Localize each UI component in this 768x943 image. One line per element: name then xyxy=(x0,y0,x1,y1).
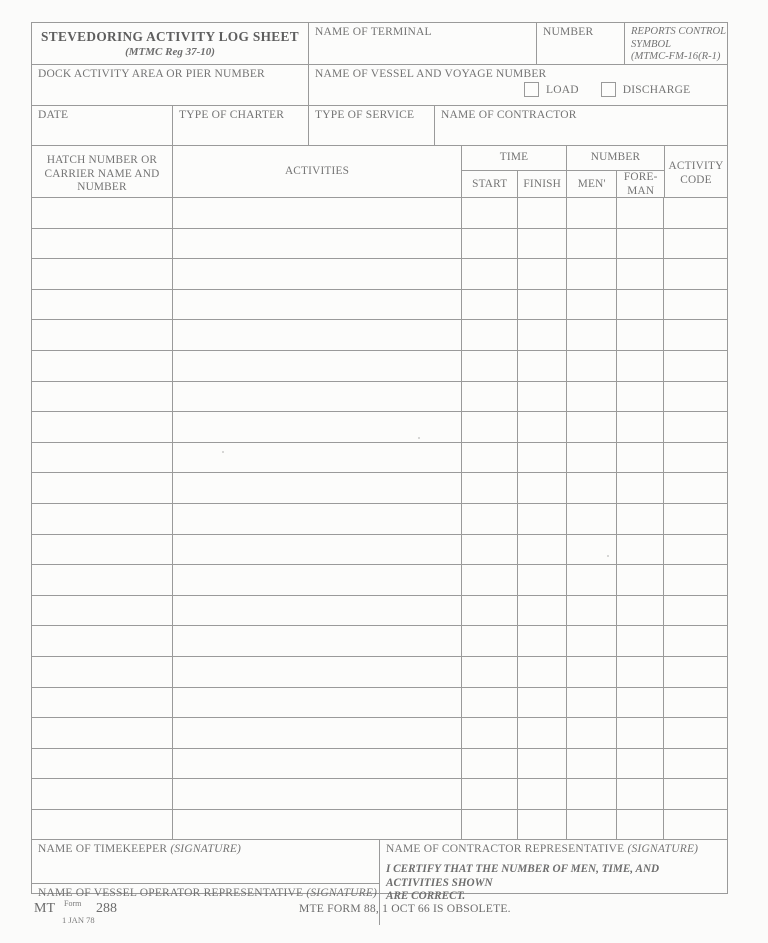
cell-start-time[interactable] xyxy=(462,779,518,809)
cell-hatch-number[interactable] xyxy=(32,718,173,748)
table-column-headers xyxy=(32,146,727,198)
cell-finish-time[interactable] xyxy=(518,779,567,809)
cell-activities[interactable] xyxy=(173,535,462,565)
cell-men-count[interactable] xyxy=(567,290,617,320)
cell-activity-code[interactable] xyxy=(664,596,726,626)
cell-finish-time[interactable] xyxy=(518,443,567,473)
cell-foreman-count[interactable] xyxy=(617,779,664,809)
cell-foreman-count[interactable] xyxy=(617,259,664,289)
cell-activities[interactable] xyxy=(173,382,462,412)
cell-men-count[interactable] xyxy=(567,412,617,442)
field-type-of-charter[interactable] xyxy=(173,106,309,145)
cell-men-count[interactable] xyxy=(567,198,617,228)
cell-start-time[interactable] xyxy=(462,565,518,595)
cell-men-count[interactable] xyxy=(567,688,617,718)
rcs-line-3: (MTMC-FM-16(R-1) xyxy=(631,51,721,63)
cell-hatch-number[interactable] xyxy=(32,565,173,595)
table-row xyxy=(32,259,727,290)
cell-hatch-number[interactable] xyxy=(32,320,173,350)
table-row xyxy=(32,535,727,566)
column-header-men xyxy=(567,171,617,198)
table-row xyxy=(32,198,727,229)
cell-start-time[interactable] xyxy=(462,412,518,442)
cell-activities[interactable] xyxy=(173,198,462,228)
cell-activities[interactable] xyxy=(173,351,462,381)
field-label-timekeeper xyxy=(38,843,241,855)
load-checkbox[interactable] xyxy=(524,82,539,97)
field-label-vessel-operator xyxy=(38,887,377,899)
load-checkbox-label: LOAD xyxy=(546,83,579,96)
cell-activity-code[interactable] xyxy=(664,290,726,320)
certification-line-1: I CERTIFY THAT THE NUMBER OF MEN, TIME, AND ACTIVITIES SHOWN xyxy=(386,863,660,889)
cell-finish-time[interactable] xyxy=(518,657,567,687)
field-timekeeper-signature[interactable] xyxy=(32,840,379,884)
cell-activities[interactable] xyxy=(173,565,462,595)
cell-hatch-number[interactable] xyxy=(32,626,173,656)
cell-finish-time[interactable] xyxy=(518,290,567,320)
timekeeper-label-signature: (SIGNATURE) xyxy=(170,843,242,856)
table-row xyxy=(32,596,727,627)
table-row xyxy=(32,810,727,841)
cell-finish-time[interactable] xyxy=(518,320,567,350)
form-word-label: Form xyxy=(64,899,82,908)
column-header-activity-code-text xyxy=(665,160,727,187)
cell-activity-code[interactable] xyxy=(664,259,726,289)
discharge-checkbox-label: DISCHARGE xyxy=(622,83,691,96)
vessel-operator-label-signature: (SIGNATURE) xyxy=(306,887,378,900)
cell-hatch-number[interactable] xyxy=(32,351,173,381)
cell-start-time[interactable] xyxy=(462,718,518,748)
cell-start-time[interactable] xyxy=(462,473,518,503)
activity-code-header-line-2: CODE xyxy=(680,173,712,186)
cell-activity-code[interactable] xyxy=(664,749,726,779)
table-row xyxy=(32,657,727,688)
cell-men-count[interactable] xyxy=(567,443,617,473)
cell-foreman-count[interactable] xyxy=(617,749,664,779)
form-identifier-line xyxy=(34,899,734,929)
cell-foreman-count[interactable] xyxy=(617,229,664,259)
certification-statement xyxy=(386,863,722,903)
foreman-header-line-2: MAN xyxy=(627,184,655,197)
column-header-hatch-text xyxy=(32,154,172,195)
rcs-line-1: REPORTS CONTROL xyxy=(631,26,727,37)
table-row xyxy=(32,229,727,260)
scan-speck xyxy=(222,451,224,453)
cell-men-count[interactable] xyxy=(567,351,617,381)
cell-activity-code[interactable] xyxy=(664,718,726,748)
cell-men-count[interactable] xyxy=(567,504,617,534)
cell-activity-code[interactable] xyxy=(664,565,726,595)
cell-finish-time[interactable] xyxy=(518,473,567,503)
cell-finish-time[interactable] xyxy=(518,718,567,748)
cell-start-time[interactable] xyxy=(462,626,518,656)
column-header-time-text: TIME xyxy=(499,151,529,163)
field-label-type-of-service: TYPE OF SERVICE xyxy=(315,109,415,121)
hatch-header-line-1: HATCH NUMBER OR xyxy=(46,154,158,166)
number-group-label-row xyxy=(567,146,664,171)
cell-activities[interactable] xyxy=(173,657,462,687)
cell-foreman-count[interactable] xyxy=(617,443,664,473)
column-header-number-group xyxy=(567,146,665,198)
cell-men-count[interactable] xyxy=(567,810,617,840)
cell-foreman-count[interactable] xyxy=(617,382,664,412)
cell-activities[interactable] xyxy=(173,320,462,350)
cell-activities[interactable] xyxy=(173,443,462,473)
cell-men-count[interactable] xyxy=(567,320,617,350)
field-dock-activity-area[interactable] xyxy=(32,65,309,105)
reports-control-symbol-text xyxy=(631,26,726,64)
cell-hatch-number[interactable] xyxy=(32,779,173,809)
cell-activity-code[interactable] xyxy=(664,626,726,656)
table-body xyxy=(32,198,727,840)
header-row-dock-vessel xyxy=(32,65,727,106)
cell-foreman-count[interactable] xyxy=(617,504,664,534)
stevedoring-activity-log-form xyxy=(31,22,728,903)
hatch-header-line-2: CARRIER NAME AND xyxy=(44,167,160,180)
cell-hatch-number[interactable] xyxy=(32,596,173,626)
column-header-start xyxy=(462,171,518,198)
column-header-activities xyxy=(173,146,462,198)
field-label-date: DATE xyxy=(38,109,69,121)
table-row xyxy=(32,473,727,504)
field-name-of-contractor[interactable] xyxy=(435,106,727,145)
cell-men-count[interactable] xyxy=(567,779,617,809)
column-header-men-text: MEN' xyxy=(577,178,606,190)
cell-hatch-number[interactable] xyxy=(32,657,173,687)
cell-activities[interactable] xyxy=(173,259,462,289)
obsolete-form-note: MTE FORM 88, 1 OCT 66 IS OBSOLETE. xyxy=(299,902,511,915)
cell-men-count[interactable] xyxy=(567,626,617,656)
table-row xyxy=(32,688,727,719)
time-group-label-row xyxy=(462,146,566,171)
cell-activities[interactable] xyxy=(173,473,462,503)
cell-foreman-count[interactable] xyxy=(617,657,664,687)
activity-code-header-line-1: ACTIVITY xyxy=(668,160,724,172)
table-row xyxy=(32,779,727,810)
table-row xyxy=(32,626,727,657)
time-subcolumns xyxy=(462,171,566,198)
cell-foreman-count[interactable] xyxy=(617,320,664,350)
cell-men-count[interactable] xyxy=(567,473,617,503)
cell-finish-time[interactable] xyxy=(518,626,567,656)
cell-men-count[interactable] xyxy=(567,596,617,626)
cell-foreman-count[interactable] xyxy=(617,688,664,718)
cell-finish-time[interactable] xyxy=(518,596,567,626)
field-name-of-terminal[interactable] xyxy=(309,23,537,64)
cell-activity-code[interactable] xyxy=(664,382,726,412)
header-row-date-charter-service xyxy=(32,106,727,146)
cell-hatch-number[interactable] xyxy=(32,473,173,503)
column-header-start-text: START xyxy=(472,178,508,190)
cell-foreman-count[interactable] xyxy=(617,290,664,320)
cell-activities[interactable] xyxy=(173,229,462,259)
cell-activity-code[interactable] xyxy=(664,351,726,381)
column-header-activities-text: ACTIVITIES xyxy=(284,165,350,177)
cell-start-time[interactable] xyxy=(462,351,518,381)
table-row xyxy=(32,443,727,474)
load-discharge-checkbox-group xyxy=(524,82,712,97)
table-row xyxy=(32,504,727,535)
cell-activity-code[interactable] xyxy=(664,688,726,718)
cell-hatch-number[interactable] xyxy=(32,198,173,228)
timekeeper-label-main: NAME OF TIMEKEEPER xyxy=(38,843,171,856)
field-label-number: NUMBER xyxy=(543,26,594,38)
cell-start-time[interactable] xyxy=(462,688,518,718)
cell-activities[interactable] xyxy=(173,749,462,779)
cell-finish-time[interactable] xyxy=(518,565,567,595)
foreman-header-line-1: FORE- xyxy=(623,171,658,183)
vessel-operator-label-main: NAME OF VESSEL OPERATOR REPRESENTATIVE xyxy=(38,887,307,900)
cell-hatch-number[interactable] xyxy=(32,535,173,565)
cell-finish-time[interactable] xyxy=(518,229,567,259)
cell-finish-time[interactable] xyxy=(518,351,567,381)
header-row-title xyxy=(32,23,727,65)
cell-finish-time[interactable] xyxy=(518,412,567,442)
field-label-contractor-representative xyxy=(386,843,698,855)
hatch-header-line-3: NUMBER xyxy=(77,181,127,193)
field-label-dock-activity-area: DOCK ACTIVITY AREA OR PIER NUMBER xyxy=(38,68,265,80)
cell-foreman-count[interactable] xyxy=(617,351,664,381)
table-row xyxy=(32,320,727,351)
cell-activities[interactable] xyxy=(173,596,462,626)
number-subcolumns xyxy=(567,171,664,198)
rcs-line-2: SYMBOL xyxy=(631,38,672,50)
cell-activity-code[interactable] xyxy=(664,810,726,840)
cell-foreman-count[interactable] xyxy=(617,535,664,565)
column-header-activity-code xyxy=(665,146,727,198)
cell-hatch-number[interactable] xyxy=(32,290,173,320)
form-revision-date: 1 JAN 78 xyxy=(62,915,95,925)
cell-start-time[interactable] xyxy=(462,443,518,473)
cell-start-time[interactable] xyxy=(462,290,518,320)
column-header-foreman xyxy=(617,171,664,198)
certification-line-2: ARE CORRECT. xyxy=(386,890,466,903)
field-number[interactable] xyxy=(537,23,625,64)
cell-finish-time[interactable] xyxy=(518,535,567,565)
cell-activity-code[interactable] xyxy=(664,320,726,350)
column-header-time-group xyxy=(462,146,567,198)
contractor-rep-label-main: NAME OF CONTRACTOR REPRESENTATIVE xyxy=(386,843,628,856)
table-row xyxy=(32,412,727,443)
page-title: STEVEDORING ACTIVITY LOG SHEET xyxy=(41,29,299,44)
cell-men-count[interactable] xyxy=(567,657,617,687)
form-title-cell xyxy=(32,23,309,64)
cell-activity-code[interactable] xyxy=(664,443,726,473)
cell-men-count[interactable] xyxy=(567,718,617,748)
cell-activities[interactable] xyxy=(173,290,462,320)
cell-start-time[interactable] xyxy=(462,596,518,626)
form-agency-code: MT xyxy=(34,901,55,916)
cell-foreman-count[interactable] xyxy=(617,412,664,442)
contractor-rep-label-signature: (SIGNATURE) xyxy=(627,843,699,856)
cell-finish-time[interactable] xyxy=(518,259,567,289)
table-row xyxy=(32,351,727,382)
cell-finish-time[interactable] xyxy=(518,504,567,534)
cell-activities[interactable] xyxy=(173,626,462,656)
cell-finish-time[interactable] xyxy=(518,810,567,840)
reports-control-symbol-cell xyxy=(625,23,727,64)
cell-activity-code[interactable] xyxy=(664,657,726,687)
cell-hatch-number[interactable] xyxy=(32,504,173,534)
cell-activities[interactable] xyxy=(173,810,462,840)
cell-foreman-count[interactable] xyxy=(617,810,664,840)
cell-foreman-count[interactable] xyxy=(617,473,664,503)
cell-start-time[interactable] xyxy=(462,320,518,350)
cell-men-count[interactable] xyxy=(567,229,617,259)
cell-activity-code[interactable] xyxy=(664,473,726,503)
cell-men-count[interactable] xyxy=(567,749,617,779)
cell-start-time[interactable] xyxy=(462,657,518,687)
field-label-name-of-terminal: NAME OF TERMINAL xyxy=(315,26,432,38)
field-label-vessel-voyage-number: NAME OF VESSEL AND VOYAGE NUMBER xyxy=(315,68,547,80)
cell-men-count[interactable] xyxy=(567,535,617,565)
cell-foreman-count[interactable] xyxy=(617,596,664,626)
cell-hatch-number[interactable] xyxy=(32,382,173,412)
column-header-finish xyxy=(518,171,566,198)
column-header-finish-text: FINISH xyxy=(523,178,562,190)
cell-finish-time[interactable] xyxy=(518,688,567,718)
cell-men-count[interactable] xyxy=(567,382,617,412)
cell-activity-code[interactable] xyxy=(664,504,726,534)
cell-activity-code[interactable] xyxy=(664,229,726,259)
cell-hatch-number[interactable] xyxy=(32,229,173,259)
cell-foreman-count[interactable] xyxy=(617,718,664,748)
cell-start-time[interactable] xyxy=(462,382,518,412)
cell-hatch-number[interactable] xyxy=(32,259,173,289)
cell-finish-time[interactable] xyxy=(518,198,567,228)
cell-hatch-number[interactable] xyxy=(32,688,173,718)
cell-start-time[interactable] xyxy=(462,749,518,779)
column-header-hatch-number xyxy=(32,146,173,198)
cell-start-time[interactable] xyxy=(462,229,518,259)
cell-activities[interactable] xyxy=(173,779,462,809)
table-row xyxy=(32,565,727,596)
field-label-type-of-charter: TYPE OF CHARTER xyxy=(179,109,285,121)
table-row xyxy=(32,382,727,413)
cell-start-time[interactable] xyxy=(462,810,518,840)
column-header-number-text: NUMBER xyxy=(590,151,641,163)
field-date[interactable] xyxy=(32,106,173,145)
column-header-foreman-text xyxy=(617,171,664,198)
cell-hatch-number[interactable] xyxy=(32,443,173,473)
cell-finish-time[interactable] xyxy=(518,382,567,412)
cell-men-count[interactable] xyxy=(567,259,617,289)
cell-finish-time[interactable] xyxy=(518,749,567,779)
cell-activities[interactable] xyxy=(173,504,462,534)
cell-activity-code[interactable] xyxy=(664,535,726,565)
cell-activity-code[interactable] xyxy=(664,198,726,228)
cell-hatch-number[interactable] xyxy=(32,749,173,779)
cell-foreman-count[interactable] xyxy=(617,626,664,656)
table-row xyxy=(32,718,727,749)
cell-hatch-number[interactable] xyxy=(32,810,173,840)
form-title-subtitle: (MTMC Reg 37-10) xyxy=(125,46,215,58)
field-vessel-voyage-number[interactable] xyxy=(309,65,727,105)
table-row xyxy=(32,290,727,321)
cell-start-time[interactable] xyxy=(462,504,518,534)
cell-men-count[interactable] xyxy=(567,565,617,595)
cell-activity-code[interactable] xyxy=(664,412,726,442)
cell-foreman-count[interactable] xyxy=(617,565,664,595)
discharge-checkbox[interactable] xyxy=(601,82,616,97)
scan-speck xyxy=(607,555,609,557)
scan-speck xyxy=(418,437,420,439)
cell-foreman-count[interactable] xyxy=(617,198,664,228)
cell-activities[interactable] xyxy=(173,718,462,748)
cell-start-time[interactable] xyxy=(462,535,518,565)
field-label-name-of-contractor: NAME OF CONTRACTOR xyxy=(441,109,577,121)
cell-activities[interactable] xyxy=(173,688,462,718)
cell-start-time[interactable] xyxy=(462,259,518,289)
form-number: 288 xyxy=(96,901,117,916)
cell-start-time[interactable] xyxy=(462,198,518,228)
field-type-of-service[interactable] xyxy=(309,106,435,145)
cell-activity-code[interactable] xyxy=(664,779,726,809)
cell-hatch-number[interactable] xyxy=(32,412,173,442)
table-row xyxy=(32,749,727,780)
